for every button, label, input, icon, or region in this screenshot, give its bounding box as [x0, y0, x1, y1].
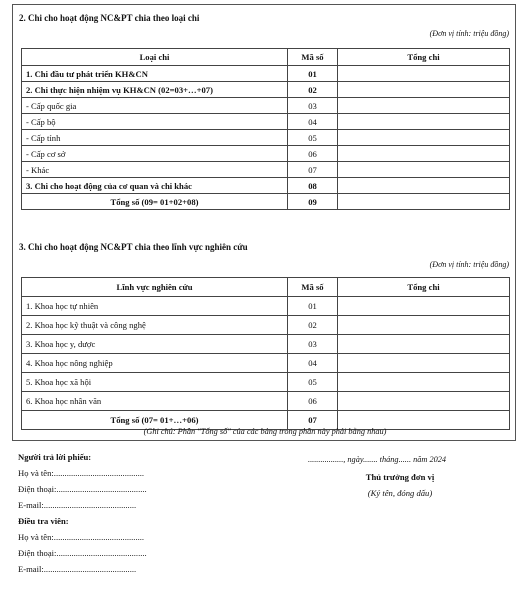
table-header-row [22, 278, 510, 297]
row-total-cell[interactable] [338, 373, 510, 392]
investigator-title: Điều tra viên: [18, 516, 69, 526]
row-label: - Cấp bộ [22, 114, 288, 130]
header-code: Mã số [288, 49, 338, 66]
table-row [22, 335, 510, 354]
header-total: Tổng chi [338, 49, 510, 66]
sum-label: Tổng số (07= 01+…+06) [22, 411, 288, 430]
table-row [22, 82, 510, 98]
row-label: 1. Chi đầu tư phát triển KH&CN [22, 66, 288, 82]
respondent-email: E-mail:........................................... [18, 500, 137, 510]
section3-title: 3. Chi cho hoạt động NC&PT chia theo lĩnh vực nghiên cứu [19, 242, 248, 252]
head-of-unit-title: Thủ trưởng đơn vị [365, 472, 435, 482]
table-header-row [22, 49, 510, 66]
respondent-name: Họ và tên:.......................................... [18, 468, 145, 478]
row-code: 03 [288, 335, 338, 354]
respondent-phone: Điện thoại:.......................................... [18, 484, 147, 494]
row-code: 07 [288, 162, 338, 178]
table-row [22, 130, 510, 146]
row-total-cell[interactable] [338, 66, 510, 82]
head-of-unit-subtitle: (Ký tên, đóng dấu) [367, 488, 433, 498]
sum-total-cell[interactable] [338, 194, 510, 210]
row-code: 02 [288, 316, 338, 335]
row-label: 2. Chi thực hiện nhiệm vụ KH&CN (02=03+…+07) [22, 82, 288, 98]
row-total-cell[interactable] [338, 162, 510, 178]
section2-table [21, 48, 510, 210]
table-row [22, 66, 510, 82]
row-total-cell[interactable] [338, 354, 510, 373]
row-code: 04 [288, 354, 338, 373]
header-field: Lĩnh vực nghiên cứu [22, 278, 288, 297]
head-of-unit-block [330, 472, 470, 504]
table-row [22, 146, 510, 162]
table-row [22, 373, 510, 392]
investigator-email: E-mail:........................................... [18, 564, 137, 574]
header-total: Tổng chi [338, 278, 510, 297]
row-label: 3. Khoa học y, dược [22, 335, 288, 354]
row-label: - Cấp quốc gia [22, 98, 288, 114]
table-row [22, 98, 510, 114]
row-label: 4. Khoa học nông nghiệp [22, 354, 288, 373]
section3-table [21, 277, 510, 430]
row-total-cell[interactable] [338, 82, 510, 98]
table-note: (Ghi chú: Phần "Tổng số" của các bảng trong phần này phải bằng nhau) [143, 427, 387, 436]
row-code: 04 [288, 114, 338, 130]
row-code: 03 [288, 98, 338, 114]
investigator-phone: Điện thoại:.......................................... [18, 548, 147, 558]
row-total-cell[interactable] [338, 392, 510, 411]
row-label: 3. Chi cho hoạt động của cơ quan và chi khác [22, 178, 288, 194]
header-category: Loại chi [22, 49, 288, 66]
row-label: 6. Khoa học nhân văn [22, 392, 288, 411]
row-total-cell[interactable] [338, 335, 510, 354]
section2-title: 2. Chi cho hoạt động NC&PT chia theo loại chi [19, 13, 200, 23]
row-code: 06 [288, 146, 338, 162]
respondent-title: Người trả lời phiếu: [18, 452, 92, 462]
row-code: 05 [288, 373, 338, 392]
row-label: - Khác [22, 162, 288, 178]
row-total-cell[interactable] [338, 146, 510, 162]
row-code: 01 [288, 297, 338, 316]
table-row [22, 392, 510, 411]
respondent-block [18, 452, 147, 580]
row-code: 05 [288, 130, 338, 146]
sum-label: Tổng số (09= 01+02+08) [22, 194, 288, 210]
row-label: 5. Khoa học xã hội [22, 373, 288, 392]
table-row [22, 162, 510, 178]
row-code: 06 [288, 392, 338, 411]
table-row [22, 354, 510, 373]
row-label: 2. Khoa học kỹ thuật và công nghệ [22, 316, 288, 335]
row-code: 01 [288, 66, 338, 82]
table-row [22, 114, 510, 130]
row-label: - Cấp tỉnh [22, 130, 288, 146]
form-frame [12, 4, 516, 441]
date-line: ................., ngày....... tháng...... năm 2024 [308, 455, 447, 464]
table-row [22, 297, 510, 316]
table-row [22, 178, 510, 194]
header-code: Mã số [288, 278, 338, 297]
row-code: 08 [288, 178, 338, 194]
row-label: - Cấp cơ sở [22, 146, 288, 162]
section2-unit: (Đơn vị tính: triệu đồng) [429, 29, 509, 38]
row-total-cell[interactable] [338, 297, 510, 316]
row-total-cell[interactable] [338, 130, 510, 146]
row-total-cell[interactable] [338, 98, 510, 114]
table-row [22, 316, 510, 335]
row-code: 02 [288, 82, 338, 98]
sum-row [22, 194, 510, 210]
section3-unit: (Đơn vị tính: triệu đồng) [429, 260, 509, 269]
investigator-name: Họ và tên:.......................................... [18, 532, 145, 542]
row-total-cell[interactable] [338, 178, 510, 194]
sum-code: 07 [288, 411, 338, 430]
row-label: 1. Khoa học tự nhiên [22, 297, 288, 316]
row-total-cell[interactable] [338, 114, 510, 130]
row-total-cell[interactable] [338, 316, 510, 335]
sum-code: 09 [288, 194, 338, 210]
